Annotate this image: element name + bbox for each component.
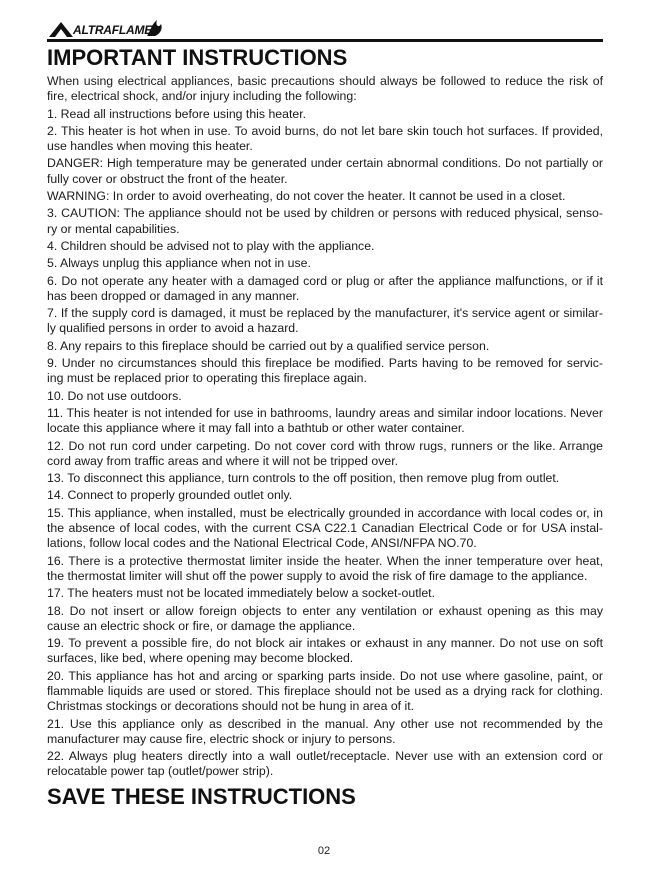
instruction-item: 10. Do not use outdoors. — [47, 388, 182, 403]
instruction-item: 7. If the supply cord is damaged, it must be replaced by the manufacturer, it's service agent or similar-ly qualified persons in order to avoid a hazard. — [47, 306, 603, 336]
instruction-item: 2. This heater is hot when in use. To avoid burns, do not let bare skin touch hot surfaces. If provided, use handles when moving this heater. — [47, 123, 603, 154]
instruction-item: 17. The heaters must not be located immediately below a socket-outlet. — [47, 586, 436, 601]
instructions-body — [47, 74, 603, 780]
page-number: 02 — [317, 845, 331, 857]
document-page — [47, 16, 603, 811]
brand-logo — [47, 16, 187, 38]
intro-paragraph: When using electrical appliances, basic precautions should always be followed to reduce the risk of fire, electrical shock, and/or injury including the following: — [47, 74, 603, 104]
instruction-item: 1. Read all instructions before using this heater. — [47, 106, 307, 121]
instruction-item: 4. Children should be advised not to play with the appliance. — [47, 238, 375, 253]
header-rule — [47, 39, 603, 42]
brand-name: ALTRAFLAME — [73, 23, 153, 37]
instruction-item: 13. To disconnect this appliance, turn controls to the off position, then remove plug from outlet. — [47, 471, 560, 486]
instruction-item: 14. Connect to properly grounded outlet only. — [47, 488, 293, 503]
instruction-item: 19. To prevent a possible fire, do not block air intakes or exhaust in any manner. Do not use on soft surfaces, like bed, where opening may become blocked. — [47, 636, 603, 666]
page-title: IMPORTANT INSTRUCTIONS — [47, 45, 348, 70]
save-instructions-heading: SAVE THESE INSTRUCTIONS — [47, 783, 356, 809]
instruction-item: 11. This heater is not intended for use in bathrooms, laundry areas and similar indoor locations. Never locate this appliance where it may fall into a bathtub or other water container. — [47, 405, 603, 436]
instruction-item: 21. Use this appliance only as described in the manual. Any other use not recommended by the manufacturer may cause fire, electric shock or injury to persons. — [47, 716, 603, 746]
instruction-item: 9. Under no circumstances should this fireplace be modified. Parts having to be removed for servic-ing must be replaced prior to operating this fireplace again. — [47, 356, 603, 386]
instruction-item: 3. CAUTION: The appliance should not be used by children or persons with reduced physical, senso-ry or mental capabilities. — [47, 206, 603, 236]
instruction-item: 5. Always unplug this appliance when not in use. — [47, 256, 311, 271]
instruction-item: 8. Any repairs to this fireplace should be carried out by a qualified service person. — [47, 338, 490, 353]
instruction-item: 22. Always plug heaters directly into a wall outlet/receptacle. Never use with an extension cord or relocatable power tap (outlet/power strip). — [47, 749, 603, 779]
instruction-item: 20. This appliance has hot and arcing or sparking parts inside. Do not use where gasoline, paint, or flammable liquids are used or stored. This fireplace should not be used as a drying rack for clothing. Christmas stockings or decorations should not be hung in area of it. — [47, 668, 603, 714]
instruction-item: 6. Do not operate any heater with a damaged cord or plug or after the appliance malfunctions, or if it has been dropped or damaged in any manner. — [47, 273, 603, 303]
instruction-item: 12. Do not run cord under carpeting. Do not cover cord with throw rugs, runners or the like. Arrange cord away from traffic areas and where it will not be tripped over. — [47, 438, 603, 468]
instruction-item: 18. Do not insert or allow foreign objects to enter any ventilation or exhaust opening as this may cause an electric shock or fire, or damage the appliance. — [47, 603, 603, 633]
instruction-item: 15. This appliance, when installed, must be electrically grounded in accordance with local codes or, in the absence of local codes, with the current CSA C22.1 Canadian Electrical Code or for USA instal-lations, follow local codes and the National Electrical Code, ANSI/NFPA NO.70. — [47, 505, 603, 551]
instruction-item: WARNING: In order to avoid overheating, do not cover the heater. It cannot be used in a closet. — [47, 189, 566, 204]
instruction-item: DANGER: High temperature may be generated under certain abnormal conditions. Do not partially or fully cover or obstruct the front of the heater. — [47, 156, 603, 186]
instruction-item: 16. There is a protective thermostat limiter inside the heater. When the inner temperature over heat, the thermostat limiter will shut off the power supply to avoid the risk of fire damage to the appliance. — [47, 553, 603, 583]
